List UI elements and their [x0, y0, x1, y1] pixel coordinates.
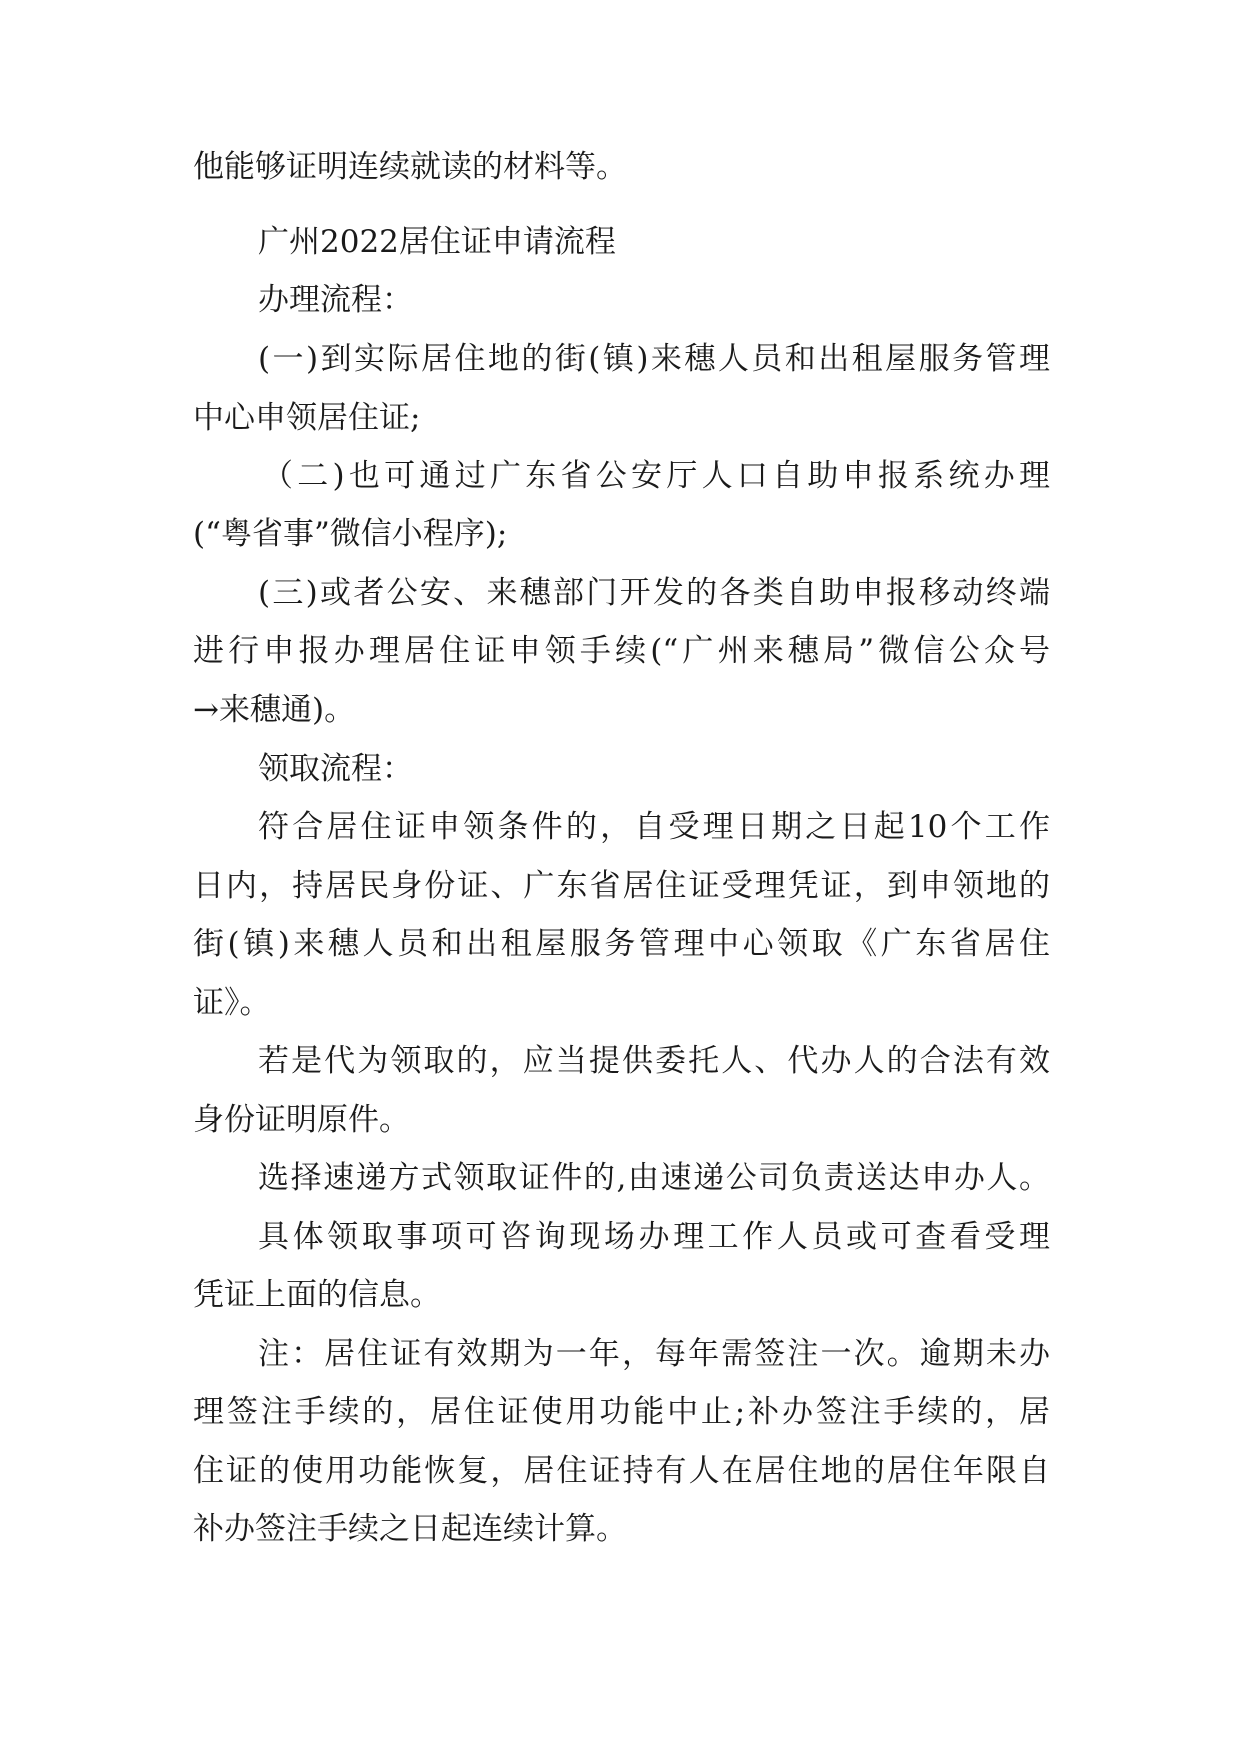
step-3-line-2: 进行申报办理居住证申领手续(“广州来穗局”微信公众号 — [193, 633, 1050, 669]
step-1-line-1: (一)到实际居住地的街(镇)来穗人员和出租屋服务管理 — [258, 341, 1050, 377]
collect-para-line-1: 符合居住证申领条件的，自受理日期之日起10个工作 — [258, 809, 1050, 845]
text-line-1: 他能够证明连续就读的材料等。 — [193, 149, 627, 185]
collect-para-line-3: 街(镇)来穗人员和出租屋服务管理中心领取《广东省居住 — [193, 926, 1050, 962]
details-para-line-2: 凭证上面的信息。 — [193, 1277, 441, 1313]
proxy-para-line-1: 若是代为领取的，应当提供委托人、代办人的合法有效 — [258, 1043, 1050, 1079]
step-3-line-1: (三)或者公安、来穗部门开发的各类自助申报移动终端 — [258, 575, 1050, 611]
subheading-collect: 领取流程： — [258, 751, 413, 787]
section-title: 广州2022居住证申请流程 — [258, 224, 616, 260]
proxy-para-line-2: 身份证明原件。 — [193, 1102, 410, 1138]
express-para-line-1: 选择速递方式领取证件的,由速递公司负责送达申办人。 — [258, 1160, 1050, 1196]
details-para-line-1: 具体领取事项可咨询现场办理工作人员或可查看受理 — [258, 1219, 1050, 1255]
note-para-line-2: 理签注手续的，居住证使用功能中止;补办签注手续的，居 — [193, 1394, 1050, 1430]
step-2-line-2: (“粤省事”微信小程序); — [193, 516, 508, 552]
step-3-line-3: →来穗通)。 — [193, 692, 356, 728]
note-para-line-4: 补办签注手续之日起连续计算。 — [193, 1511, 627, 1547]
collect-para-line-4: 证》。 — [193, 985, 271, 1021]
step-2-line-1: （二)也可通过广东省公安厅人口自助申报系统办理 — [262, 458, 1050, 494]
note-para-line-1: 注：居住证有效期为一年，每年需签注一次。逾期未办 — [258, 1336, 1050, 1372]
step-1-line-2: 中心申领居住证; — [193, 400, 421, 436]
note-para-line-3: 住证的使用功能恢复，居住证持有人在居住地的居住年限自 — [193, 1453, 1050, 1489]
collect-para-line-2: 日内，持居民身份证、广东省居住证受理凭证，到申领地的 — [193, 868, 1050, 904]
subheading-process: 办理流程： — [258, 282, 413, 318]
